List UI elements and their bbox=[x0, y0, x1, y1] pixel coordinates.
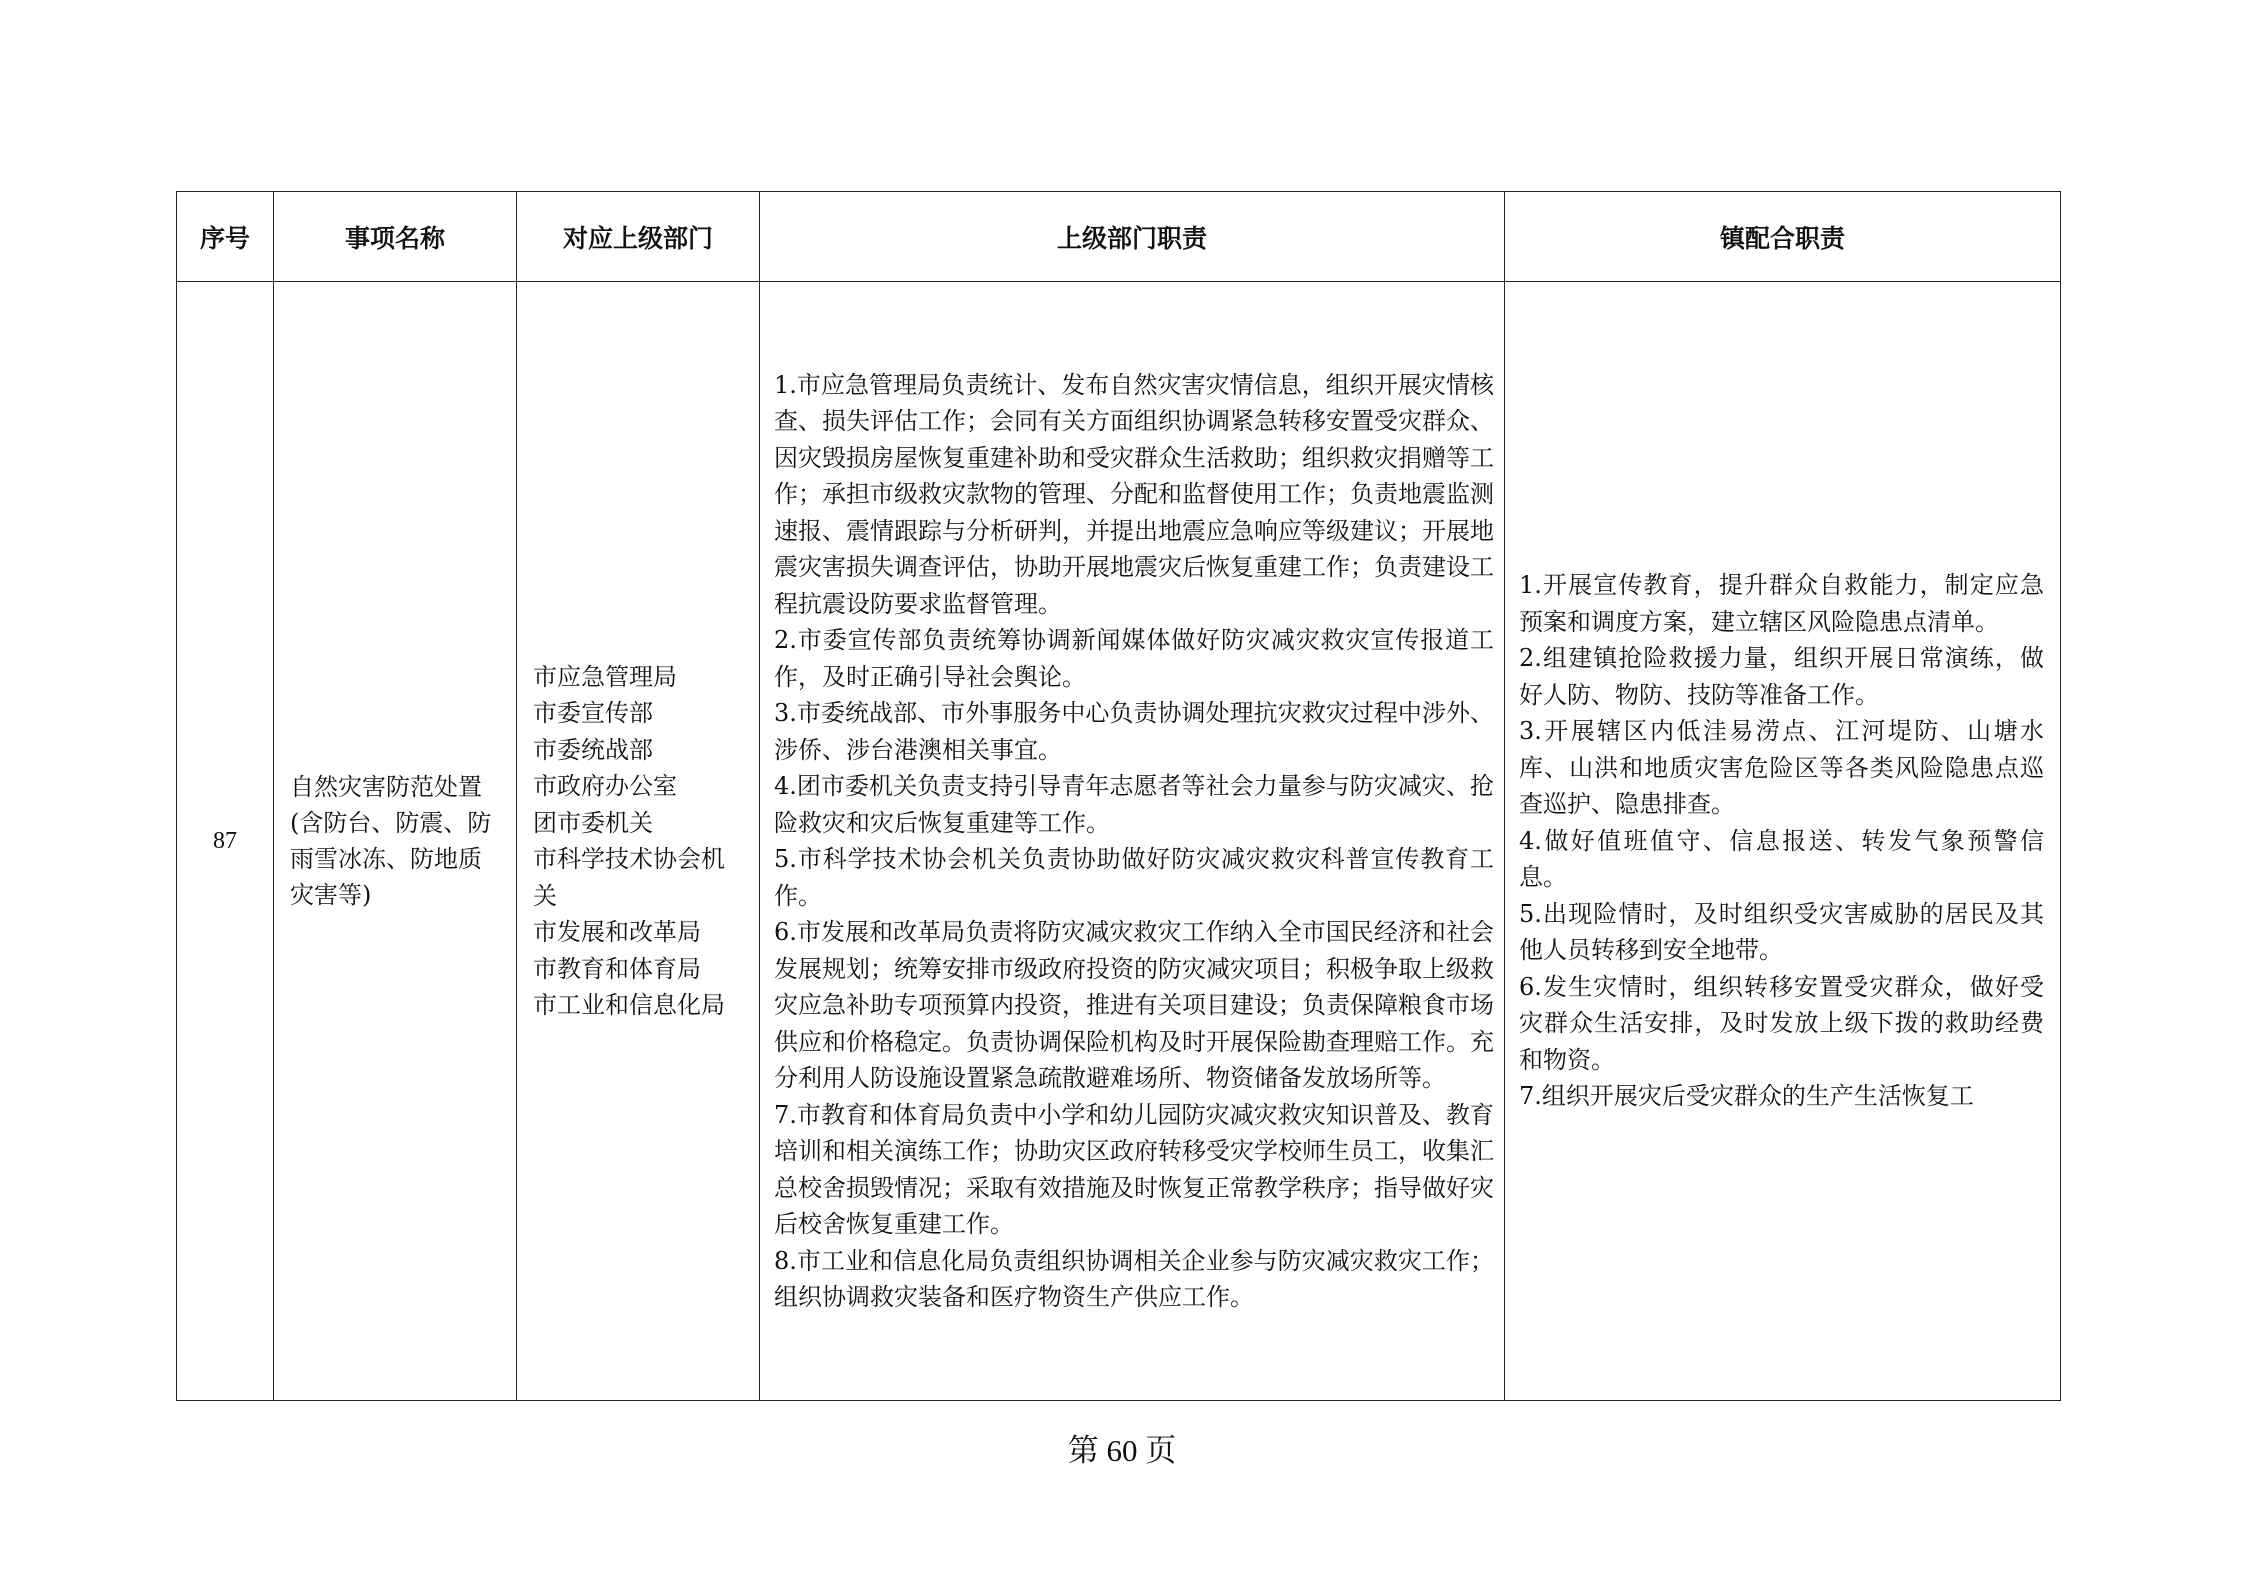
upper-duty-item: 3.市委统战部、市外事服务中心负责协调处理抗灾救灾过程中涉外、涉侨、涉台港澳相关事宜。 bbox=[774, 699, 1494, 764]
department-item: 市委宣传部 bbox=[533, 699, 653, 727]
upper-duty-item: 8.市工业和信息化局负责组织协调相关企业参与防灾减灾救灾工作；组织协调救灾装备和医疗物资生产供应工作。 bbox=[774, 1246, 1494, 1311]
town-duty-item: 4.做好值班值守、信息报送、转发气象预警信息。 bbox=[1519, 826, 2044, 892]
table-header-row bbox=[177, 192, 2061, 282]
department-item: 市工业和信息化局 bbox=[533, 991, 725, 1019]
table-row bbox=[177, 282, 2061, 1401]
upper-duty-item: 5.市科学技术协会机关负责协助做好防灾减灾救灾科普宣传教育工作。 bbox=[774, 845, 1494, 910]
upper-duty-item: 1.市应急管理局负责统计、发布自然灾害灾情信息，组织开展灾情核查、损失评估工作；会同有关方面组织协调紧急转移安置受灾群众、因灾毁损房屋恢复重建补助和受灾群众生活救助；组织救灾捐赠等工作；承担市级救灾款物的管理、分配和监督使用工作；负责地震监测速报、震情跟踪与分析研判，并提出地震应急响应等级建议；开展地震灾害损失调查评估，协助开展地震灾后恢复重建工作；负责建设工程抗震设防要求监督管理。 bbox=[774, 370, 1494, 618]
item-name-text: 自然灾害防范处置(含防台、防震、防雨雪冰冻、防地质灾害等) bbox=[290, 773, 492, 909]
upper-duty-item: 2.市委宣传部负责统筹协调新闻媒体做好防灾减灾救灾宣传报道工作，及时正确引导社会舆论。 bbox=[774, 626, 1494, 691]
responsibility-table bbox=[176, 191, 2061, 1401]
header-seq: 序号 bbox=[177, 192, 274, 282]
page-number: 第 60 页 bbox=[1067, 1433, 1177, 1468]
department-item: 市政府办公室 bbox=[533, 772, 677, 800]
upper-department-cell bbox=[517, 282, 760, 1401]
upper-duties-cell bbox=[760, 282, 1505, 1401]
town-duty-item: 5.出现险情时，及时组织受灾害威胁的居民及其他人员转移到安全地带。 bbox=[1519, 899, 2044, 965]
town-duty-item: 6.发生灾情时，组织转移安置受灾群众，做好受灾群众生活安排，及时发放上级下拨的救助经费和物资。 bbox=[1519, 972, 2044, 1074]
upper-duty-item: 4.团市委机关负责支持引导青年志愿者等社会力量参与防灾减灾、抢险救灾和灾后恢复重建等工作。 bbox=[774, 772, 1494, 837]
department-item: 市科学技术协会机关 bbox=[533, 845, 725, 910]
town-duty-item: 1.开展宣传教育，提升群众自救能力，制定应急预案和调度方案，建立辖区风险隐患点清单。 bbox=[1519, 571, 2044, 636]
header-upper-duties: 上级部门职责 bbox=[760, 192, 1505, 282]
town-duty-item: 7.组织开展灾后受灾群众的生产生活恢复工 bbox=[1519, 1082, 1974, 1111]
department-item: 团市委机关 bbox=[533, 808, 653, 837]
department-item: 市应急管理局 bbox=[533, 662, 677, 691]
header-upper-department: 对应上级部门 bbox=[517, 192, 760, 282]
upper-duty-item: 7.市教育和体育局负责中小学和幼儿园防灾减灾救灾知识普及、教育培训和相关演练工作；协助灾区政府转移受灾学校师生员工，收集汇总校舍损毁情况；采取有效措施及时恢复正常教学秩序；指导做好灾后校舍恢复重建工作。 bbox=[774, 1100, 1494, 1238]
item-name-cell bbox=[274, 282, 517, 1401]
town-duty-item: 3.开展辖区内低洼易涝点、江河堤防、山塘水库、山洪和地质灾害危险区等各类风险隐患点巡查巡护、隐患排查。 bbox=[1519, 717, 2044, 819]
town-duty-item: 2.组建镇抢险救援力量，组织开展日常演练，做好人防、物防、技防等准备工作。 bbox=[1519, 644, 2044, 709]
header-item-name: 事项名称 bbox=[274, 192, 517, 282]
town-duties-cell bbox=[1505, 282, 2061, 1401]
upper-duty-item: 6.市发展和改革局负责将防灾减灾救灾工作纳入全市国民经济和社会发展规划；统筹安排市级政府投资的防灾减灾项目；积极争取上级救灾应急补助专项预算内投资，推进有关项目建设；负责保障粮食市场供应和价格稳定。负责协调保险机构及时开展保险勘查理赔工作。充分利用人防设施设置紧急疏散避难场所、物资储备发放场所等。 bbox=[774, 918, 1494, 1092]
department-item: 市发展和改革局 bbox=[533, 918, 701, 946]
department-item: 市委统战部 bbox=[533, 735, 653, 764]
department-item: 市教育和体育局 bbox=[533, 954, 701, 983]
header-town-duties: 镇配合职责 bbox=[1505, 192, 2061, 282]
seq-cell: 87 bbox=[177, 282, 274, 1401]
